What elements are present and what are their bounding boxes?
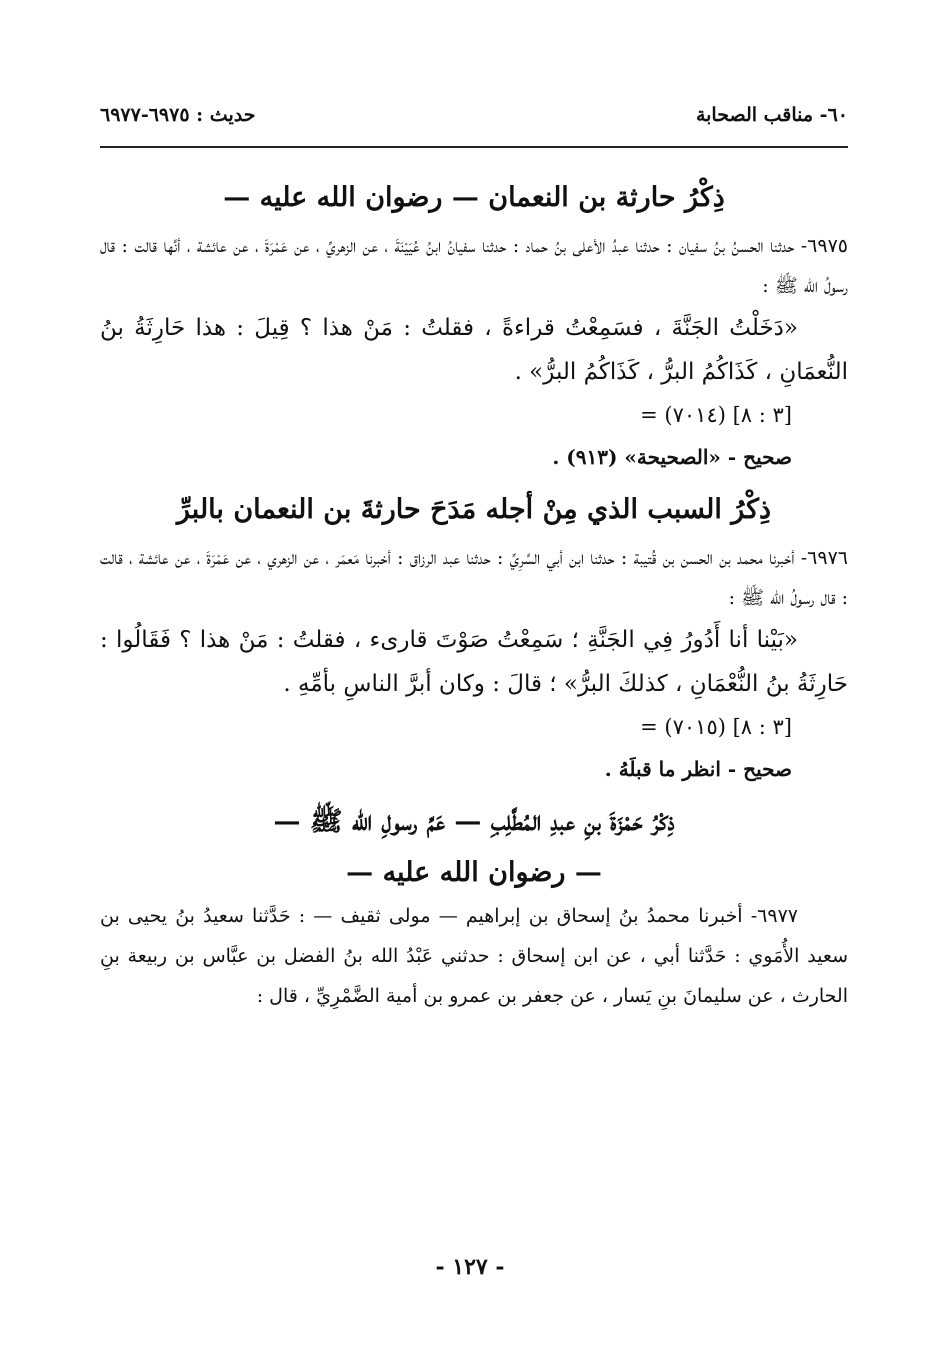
hadith-6975-ref-text: = (٧٠١٤) [٣ : ٨] xyxy=(640,403,792,427)
header-rule xyxy=(100,146,848,148)
hadith-6975-chain: ٦٩٧٥- حدثنا الحسنُ بنُ سفيان : حدثنا عبدُ الأعلى بنُ حماد : حدثنا سفيانُ ابنُ عُيَيْنَةَ ، عن الزهريِّ ، عن عَمْرَةَ ، عن عائشة ، أنَّها قالت : قال رسولُ الله ﷺ : xyxy=(100,235,848,297)
section-title-hamza: ذِكْرُ حَمْزَةَ بنِ عبدِ المُطَّلِبِ — عَمِّ رسولِ الله ﷺ — xyxy=(273,806,675,837)
page-number: - ١٢٧ - xyxy=(435,1254,505,1280)
header-book-section: ٦٠- مناقب الصحابة xyxy=(695,104,848,126)
page-body xyxy=(100,170,848,1016)
hadith-6975-ref xyxy=(100,394,848,436)
hadith-6976-ref xyxy=(100,706,848,748)
hadith-6975-matn: «دَخَلْتُ الجَنَّةَ ، فسَمِعْتُ قراءةً ، فقلتُ : مَنْ هذا ؟ قِيلَ : هذا حَارِثَةُ بنُ النُّعمَانِ ، كَذَاكُمُ البرُّ ، كَذَاكُمُ البرُّ» . xyxy=(100,315,848,385)
hadith-6976-chain: ٦٩٧٦- أخبرنا محمد بن الحسن بن قُتيبة : حدثنا ابن أبي السَّرِيِّ : حدثنا عبد الرزاق : أخبرنا مَعمَر ، عن الزهري ، عن عَمْرَةَ ، عن عائشة ، قالت : قال رسولُ الله ﷺ : xyxy=(100,547,848,609)
section-title-haritha-birr: ذِكْرُ السبب الذي مِنْ أجله مَدَحَ حارثةَ بن النعمان بالبرِّ xyxy=(176,494,772,525)
section-subtitle-hamza: — رضوان الله عليه — xyxy=(346,857,602,888)
hadith-6976-ref-text: = (٧٠١٥) [٣ : ٨] xyxy=(640,715,792,739)
hadith-6975-grade: صحيح - «الصحيحة» (٩١٣) . xyxy=(552,445,792,469)
hadith-6976-grade: صحيح - انظر ما قبلَهُ . xyxy=(604,757,792,781)
hadith-6976-matn: «بَيْنا أنا أَدُورُ فِي الجَنَّةِ ؛ سَمِعْتُ صَوْتَ قارىء ، فقلتُ : مَنْ هذا ؟ فَقَالُوا : حَارِثَةُ بنُ النُّعْمَانِ ، كذلكَ البرُّ» ؛ قالَ : وكان أبرَّ الناسِ بأمِّهِ . xyxy=(100,627,848,697)
section-title-haritha: ذِكْرُ حارثة بن النعمان — رضوان الله عليه — xyxy=(223,182,725,213)
header-hadith-range: حديث : ٦٩٧٥-٦٩٧٧ xyxy=(100,104,256,126)
hadith-6977-chain: ٦٩٧٧- أخبرنا محمدُ بنُ إسحاق بن إبراهيم — مولى ثقيف — : حَدَّثنا سعيدُ بنُ يحيى بن سعيد الأُمَوي : حَدَّثنا أبي ، عن ابن إسحاق : حدثني عَبْدُ الله بنُ الفضل بن عبَّاس بن ربيعة بنِ الحارث ، عن سليمانَ بنِ يَسار ، عن جعفر بن عمرو بن أمية الضَّمْرِيِّ ، قال : xyxy=(100,905,848,1007)
running-header xyxy=(100,104,848,140)
